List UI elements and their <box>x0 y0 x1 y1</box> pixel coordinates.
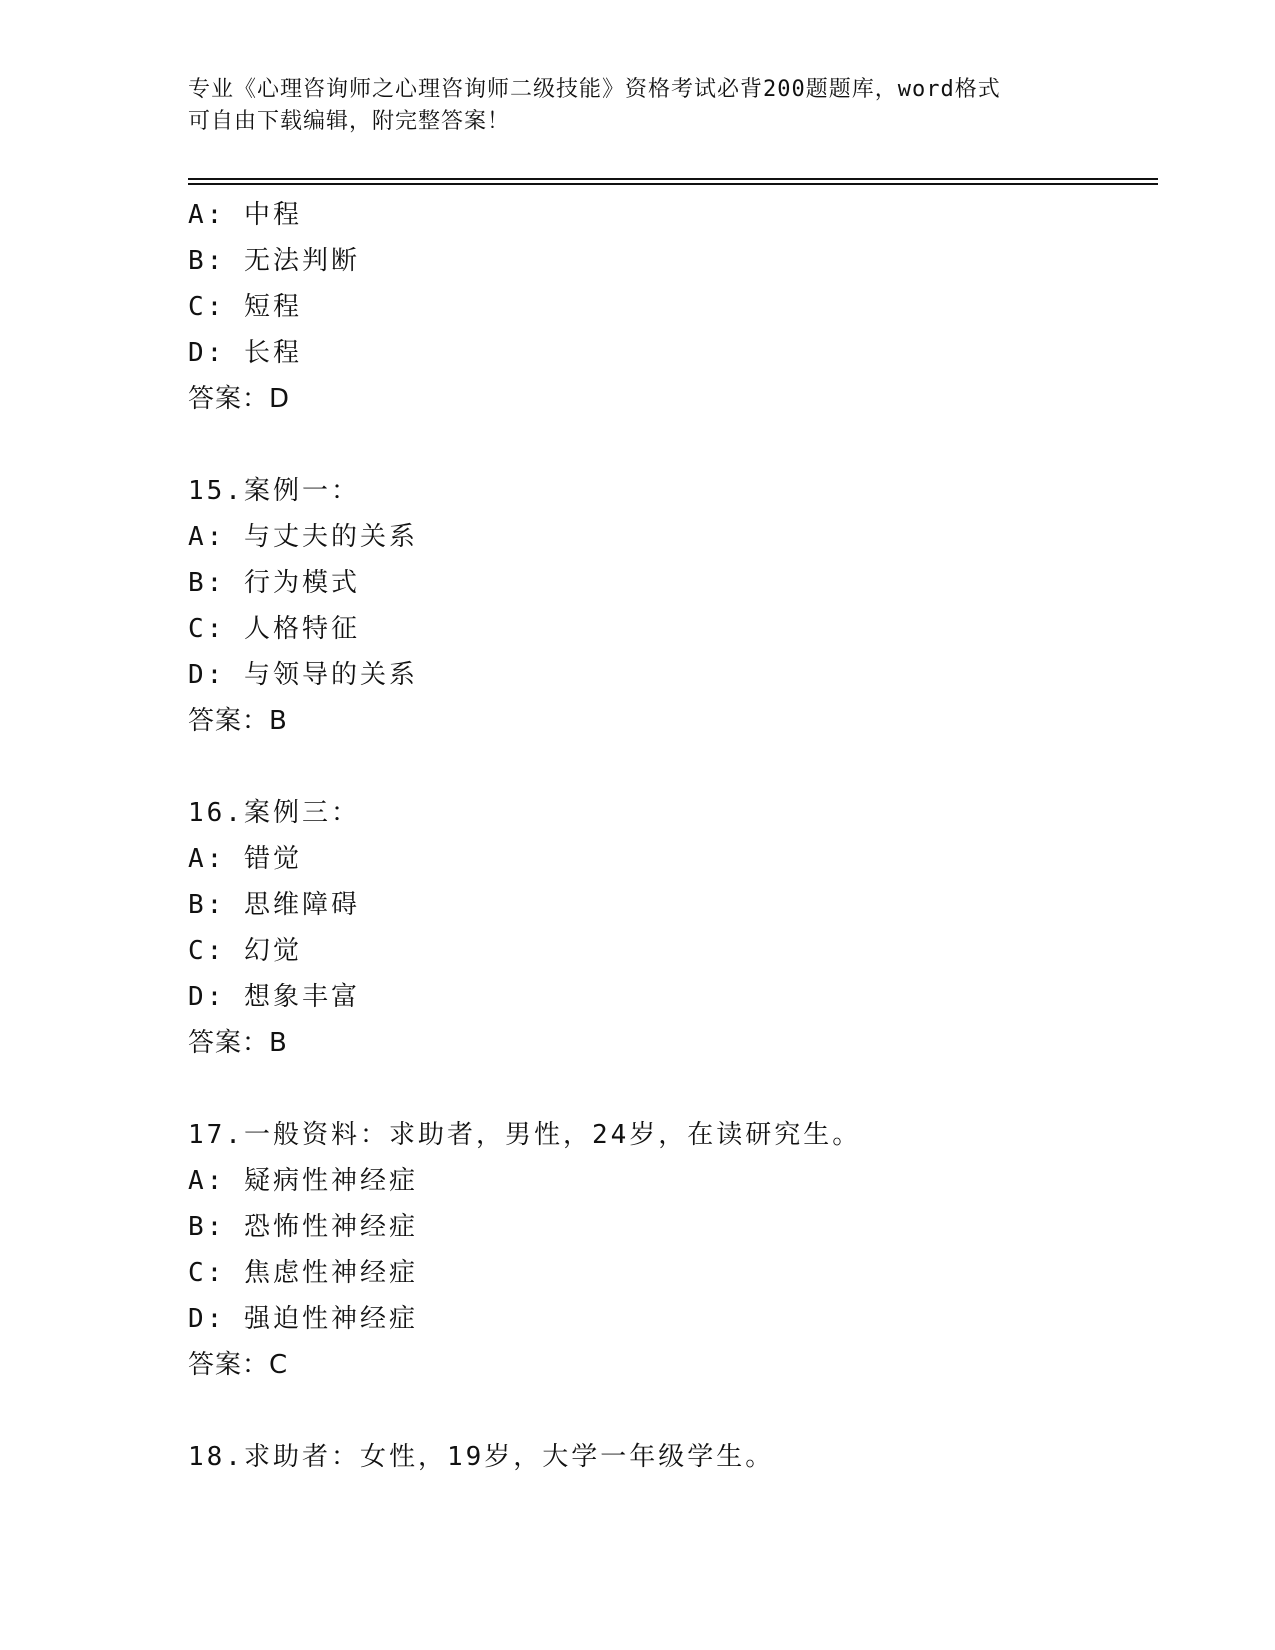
question-stem: 15.案例一： <box>188 476 360 506</box>
question-stem: 16.案例三： <box>188 798 360 828</box>
document-header <box>188 74 1088 138</box>
header-line-1: 专业《心理咨询师之心理咨询师二级技能》资格考试必背200题题库，word格式 <box>188 77 1001 102</box>
question-block <box>188 1434 1158 1480</box>
option-a: A: 中程 <box>188 200 302 230</box>
block-spacer <box>188 422 1158 468</box>
option-c: C: 人格特征 <box>188 614 360 644</box>
option-a: A: 疑病性神经症 <box>188 1166 418 1196</box>
option-c: C: 焦虑性神经症 <box>188 1258 418 1288</box>
option-c: C: 幻觉 <box>188 936 302 966</box>
answer-line: 答案：B <box>188 1028 288 1058</box>
option-b: B: 无法判断 <box>188 246 360 276</box>
question-block <box>188 1112 1158 1388</box>
header-divider-top <box>188 178 1158 180</box>
question-block <box>188 790 1158 1066</box>
question-block <box>188 192 1158 422</box>
block-spacer <box>188 1388 1158 1434</box>
question-stem: 18.求助者：女性，19岁，大学一年级学生。 <box>188 1442 775 1472</box>
question-list <box>188 192 1158 1480</box>
answer-line: 答案：B <box>188 706 288 736</box>
option-b: B: 思维障碍 <box>188 890 360 920</box>
option-c: C: 短程 <box>188 292 302 322</box>
answer-line: 答案：D <box>188 384 291 414</box>
header-line-2: 可自由下载编辑，附完整答案！ <box>188 109 511 134</box>
question-block <box>188 468 1158 744</box>
option-a: A: 错觉 <box>188 844 302 874</box>
option-b: B: 恐怖性神经症 <box>188 1212 418 1242</box>
option-d: D: 与领导的关系 <box>188 660 418 690</box>
answer-line: 答案：C <box>188 1350 289 1380</box>
header-divider-bottom <box>188 183 1158 185</box>
option-b: B: 行为模式 <box>188 568 360 598</box>
option-d: D: 想象丰富 <box>188 982 360 1012</box>
question-stem: 17.一般资料：求助者，男性，24岁，在读研究生。 <box>188 1120 862 1150</box>
option-d: D: 强迫性神经症 <box>188 1304 418 1334</box>
block-spacer <box>188 744 1158 790</box>
option-a: A: 与丈夫的关系 <box>188 522 418 552</box>
option-d: D: 长程 <box>188 338 302 368</box>
block-spacer <box>188 1066 1158 1112</box>
